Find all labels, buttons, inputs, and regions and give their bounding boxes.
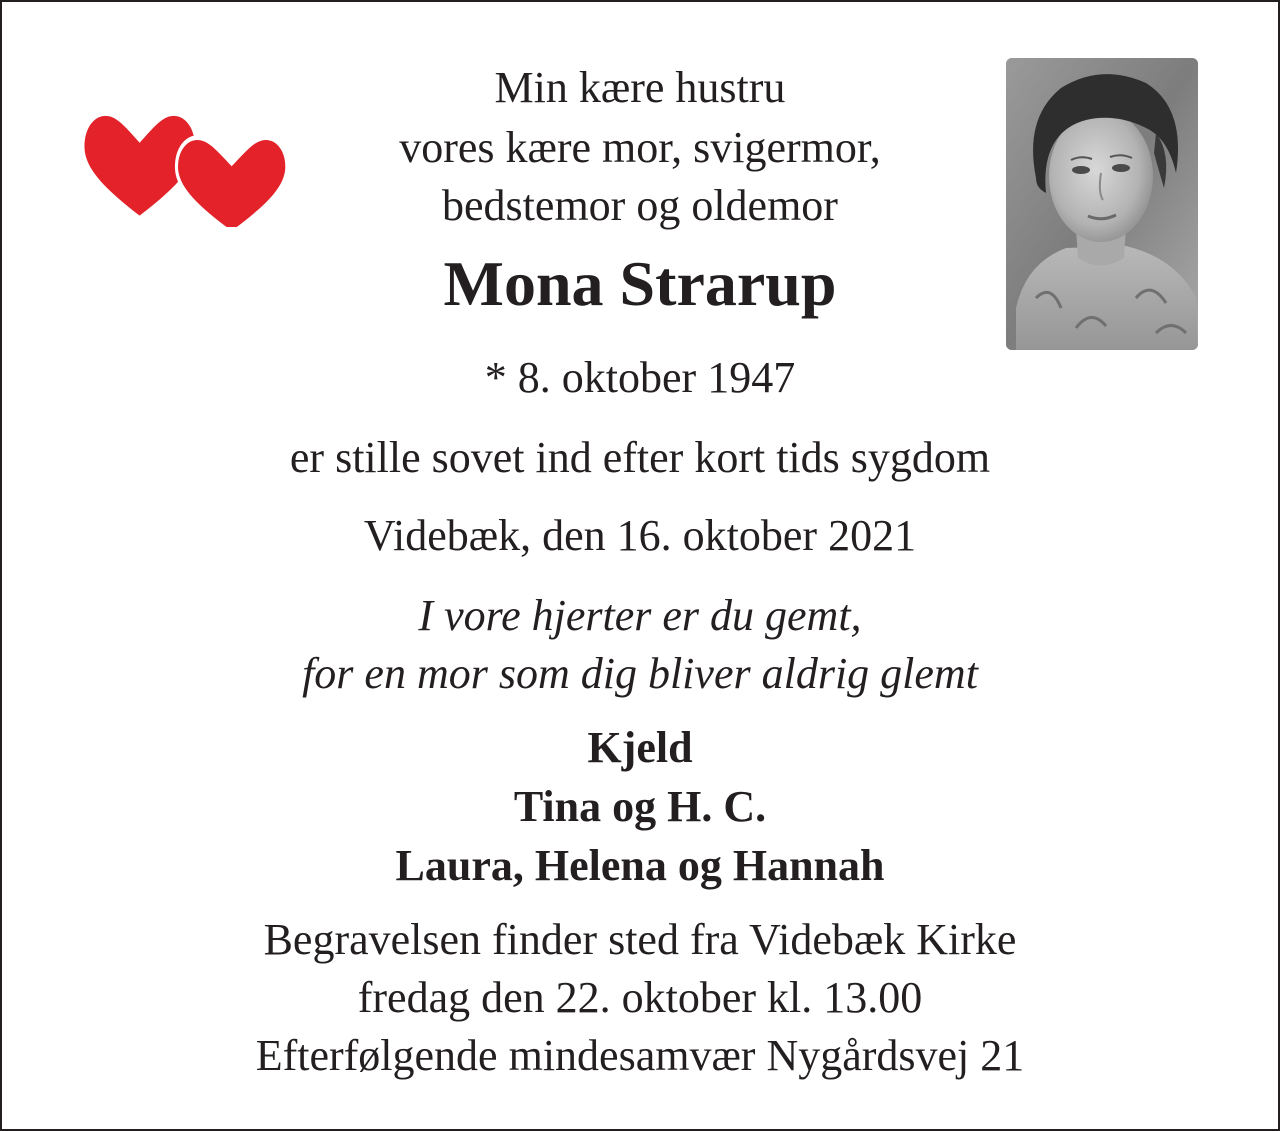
deceased-name: Mona Strarup <box>443 248 837 319</box>
family-line-2: Tina og H. C. <box>513 782 767 831</box>
passing-text: er stille sovet ind efter kort tids sygdom <box>289 433 991 482</box>
intro-line-2: vores kære mor, svigermor, <box>399 123 881 172</box>
family-line-3: Laura, Helena og Hannah <box>395 841 885 890</box>
intro-line-3: bedstemor og oldemor <box>442 181 838 230</box>
birth-date: * 8. oktober 1947 <box>484 353 796 402</box>
funeral-line-3: Efterfølgende mindesamvær Nygårdsvej 21 <box>255 1031 1025 1080</box>
place-and-date: Videbæk, den 16. oktober 2021 <box>363 511 917 560</box>
intro-line-1: Min kære hustru <box>494 63 786 112</box>
funeral-line-1: Begravelsen finder sted fra Videbæk Kirke <box>263 915 1017 964</box>
verse-line-2: for en mor som dig bliver aldrig glemt <box>302 649 978 698</box>
verse-line-1: I vore hjerter er du gemt, <box>418 591 862 640</box>
family-line-1: Kjeld <box>587 723 693 772</box>
funeral-line-2: fredag den 22. oktober kl. 13.00 <box>357 973 923 1022</box>
